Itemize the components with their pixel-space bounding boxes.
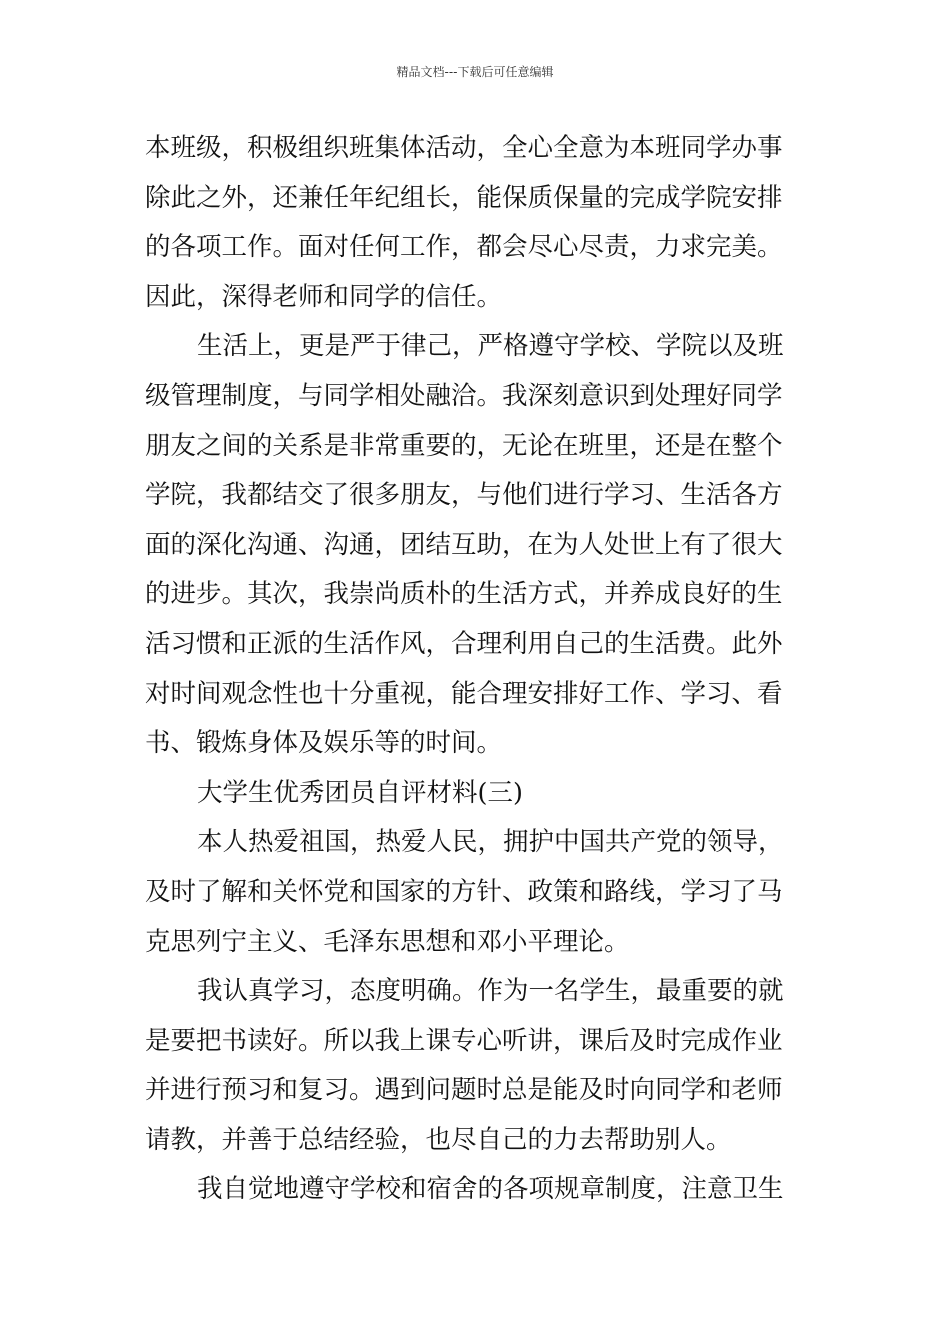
paragraph-start-line: 我自觉地遵守学校和宿舍的各项规章制度，注意卫生 — [197, 1174, 784, 1205]
text-line: 本班级，积极组织班集体活动，全心全意为本班同学办事 — [145, 133, 783, 163]
text-line: 的各项工作。面对任何工作，都会尽心尽责，力求完美。 — [145, 232, 783, 263]
section-heading: 大学生优秀团员自评材料(三) — [197, 777, 523, 808]
text-line: 书、锻炼身体及娱乐等的时间。 — [145, 728, 503, 759]
text-line: 朋友之间的关系是非常重要的，无论在班里，还是在整个 — [145, 430, 783, 461]
text-line: 并进行预习和复习。遇到问题时总是能及时向同学和老师 — [145, 1075, 783, 1106]
text-line: 对时间观念性也十分重视，能合理安排好工作、学习、看 — [145, 678, 783, 709]
paragraph-start-line: 生活上，更是严于律己，严格遵守学校、学院以及班 — [197, 331, 784, 362]
page-header: 精品文档---下载后可任意编辑 — [396, 65, 554, 79]
paragraph-start-line: 我认真学习，态度明确。作为一名学生，最重要的就 — [197, 976, 784, 1007]
text-line: 除此之外，还兼任年纪组长，能保质保量的完成学院安排 — [145, 182, 783, 213]
text-line: 的进步。其次，我崇尚质朴的生活方式，并养成良好的生 — [145, 579, 783, 610]
text-line: 活习惯和正派的生活作风，合理利用自己的生活费。此外 — [145, 628, 783, 659]
paragraph-start-line: 本人热爱祖国，热爱人民，拥护中国共产党的领导， — [197, 827, 784, 858]
text-line: 面的深化沟通、沟通，团结互助，在为人处世上有了很大 — [145, 529, 783, 560]
text-line: 请教，并善于总结经验，也尽自己的力去帮助别人。 — [145, 1124, 732, 1155]
document-body — [145, 124, 809, 1215]
text-line: 级管理制度，与同学相处融洽。我深刻意识到处理好同学 — [145, 380, 783, 411]
text-line: 是要把书读好。所以我上课专心听讲，课后及时完成作业 — [145, 1025, 783, 1056]
text-line: 及时了解和关怀党和国家的方针、政策和路线，学习了马 — [145, 876, 783, 907]
text-line: 因此，深得老师和同学的信任。 — [145, 281, 503, 312]
text-line: 学院，我都结交了很多朋友，与他们进行学习、生活各方 — [145, 480, 783, 511]
text-line: 克思列宁主义、毛泽东思想和邓小平理论。 — [145, 926, 630, 957]
